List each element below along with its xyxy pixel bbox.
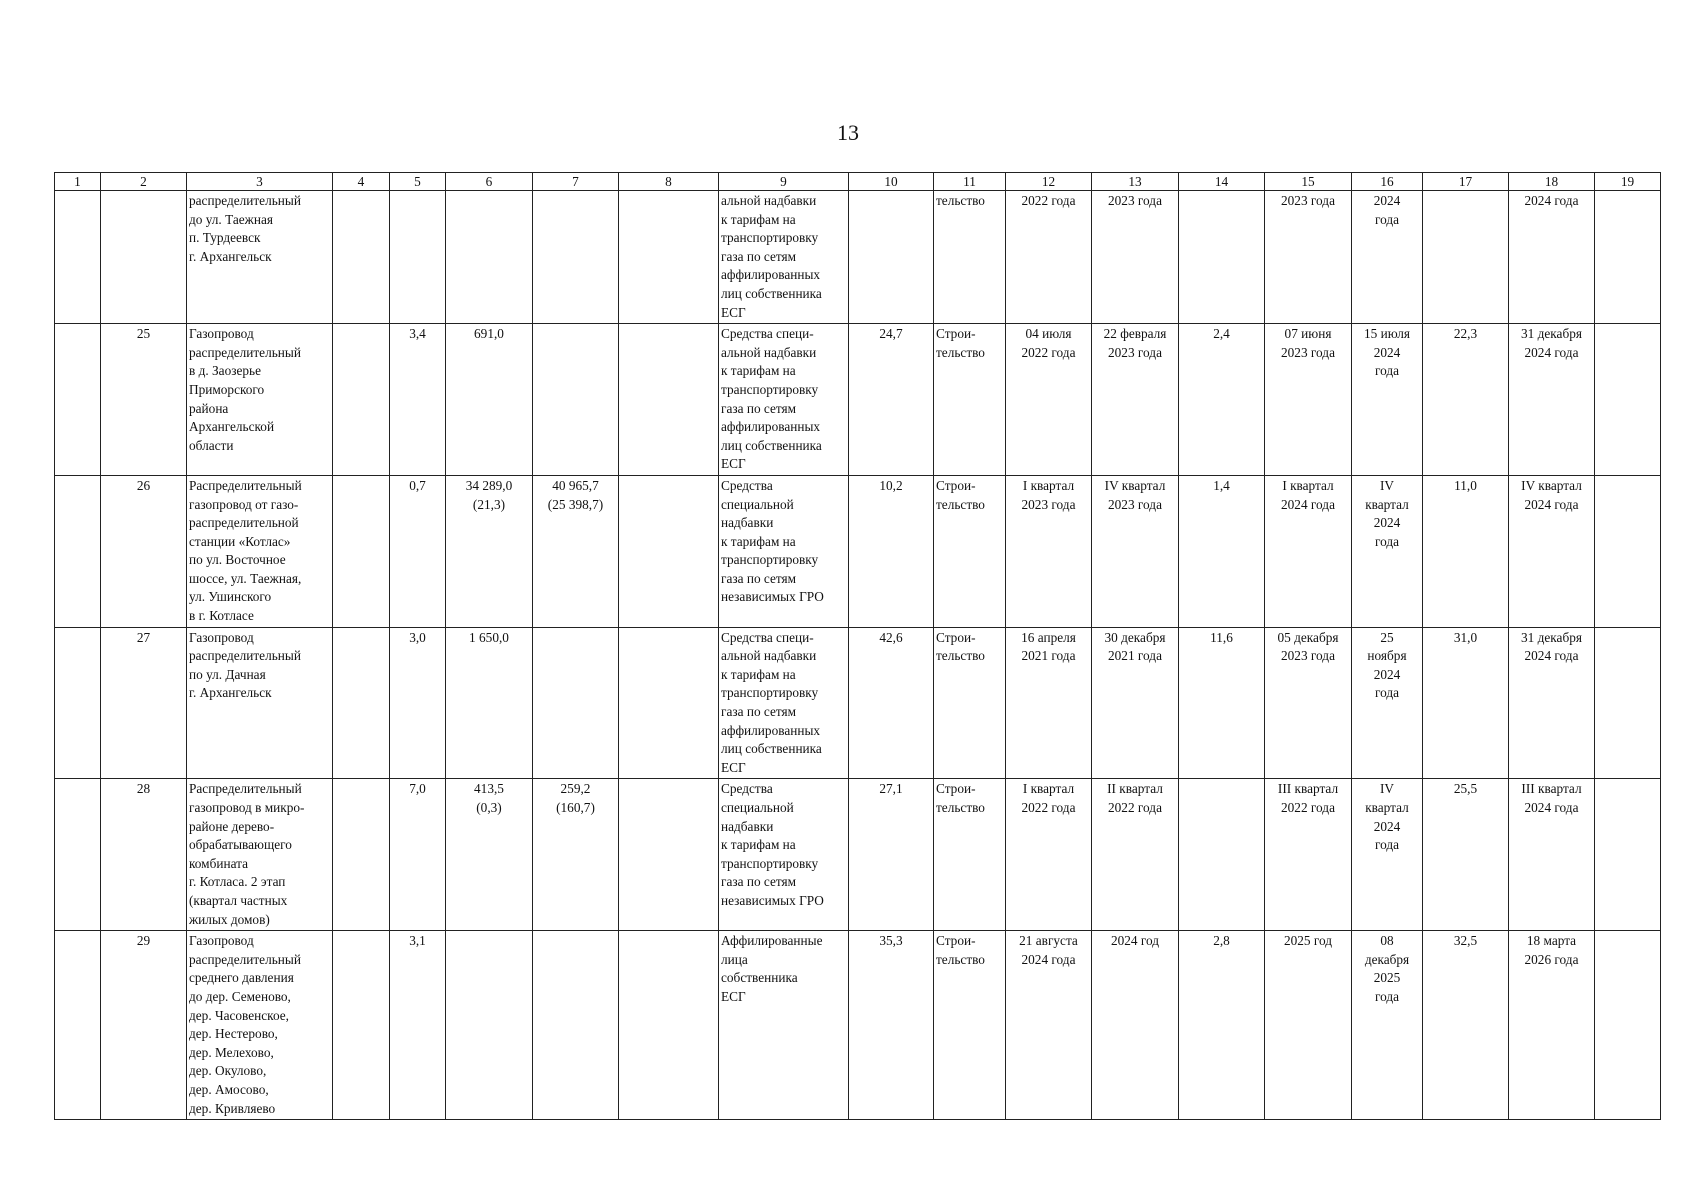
table-cell-col-8 bbox=[619, 191, 719, 324]
table-cell-col-15: 07 июня 2023 года bbox=[1265, 324, 1352, 476]
table-cell-col-7 bbox=[533, 627, 619, 779]
table-cell-col-12: I квартал 2023 года bbox=[1006, 475, 1092, 627]
table-cell-col-19 bbox=[1595, 324, 1661, 476]
table-cell-col-3: Распределительный газопровод в микро- районе дерево- обрабатывающего комбината г. Котласа. 2 этап (квартал частных жилых домов) bbox=[187, 779, 333, 931]
table-cell-col-4 bbox=[333, 627, 390, 779]
table-cell-col-8 bbox=[619, 324, 719, 476]
table-cell-col-12: I квартал 2022 года bbox=[1006, 779, 1092, 931]
column-header-4: 4 bbox=[333, 173, 390, 191]
table-cell-col-14 bbox=[1179, 779, 1265, 931]
table-cell-col-7: 259,2 (160,7) bbox=[533, 779, 619, 931]
table-cell-col-14: 11,6 bbox=[1179, 627, 1265, 779]
table-cell-col-16: 08 декабря 2025 года bbox=[1352, 931, 1423, 1120]
column-header-7: 7 bbox=[533, 173, 619, 191]
table-cell-col-13: 30 декабря 2021 года bbox=[1092, 627, 1179, 779]
table-cell-col-9: Средства специ- альной надбавки к тарифам на транспортировку газа по сетям аффилированных лиц собственника ЕСГ bbox=[719, 627, 849, 779]
table-cell-col-9: Средства специальной надбавки к тарифам на транспортировку газа по сетям независимых ГРО bbox=[719, 475, 849, 627]
column-header-2: 2 bbox=[101, 173, 187, 191]
table-cell-col-8 bbox=[619, 779, 719, 931]
column-header-18: 18 bbox=[1509, 173, 1595, 191]
table-cell-col-15: 05 декабря 2023 года bbox=[1265, 627, 1352, 779]
column-header-10: 10 bbox=[849, 173, 934, 191]
table-cell-col-17 bbox=[1423, 191, 1509, 324]
table-cell-col-14: 2,8 bbox=[1179, 931, 1265, 1120]
column-header-8: 8 bbox=[619, 173, 719, 191]
table-cell-col-19 bbox=[1595, 779, 1661, 931]
table-cell-col-13: 22 февраля 2023 года bbox=[1092, 324, 1179, 476]
table-cell-col-1 bbox=[55, 779, 101, 931]
table-cell-col-13: 2024 год bbox=[1092, 931, 1179, 1120]
table-cell-col-9: Средства специ- альной надбавки к тарифам на транспортировку газа по сетям аффилированных лиц собственника ЕСГ bbox=[719, 324, 849, 476]
table-cell-col-17: 25,5 bbox=[1423, 779, 1509, 931]
table-cell-col-4 bbox=[333, 324, 390, 476]
table-cell-col-1 bbox=[55, 627, 101, 779]
table-cell-col-16: IV квартал 2024 года bbox=[1352, 475, 1423, 627]
table-cell-col-15: 2023 года bbox=[1265, 191, 1352, 324]
table-cell-col-12: 21 августа 2024 года bbox=[1006, 931, 1092, 1120]
table-cell-col-9: Аффилированные лица собственника ЕСГ bbox=[719, 931, 849, 1120]
table-cell-col-3: Распределительный газопровод от газо- распределительной станции «Котлас» по ул. Восточное шоссе, ул. Таежная, ул. Ушинского в г. Котласе bbox=[187, 475, 333, 627]
table-cell-col-7 bbox=[533, 191, 619, 324]
table-cell-col-8 bbox=[619, 475, 719, 627]
table-cell-col-5: 0,7 bbox=[390, 475, 446, 627]
column-header-6: 6 bbox=[446, 173, 533, 191]
table-cell-col-2: 25 bbox=[101, 324, 187, 476]
data-table bbox=[54, 172, 1661, 1120]
table-cell-col-11: тельство bbox=[934, 191, 1006, 324]
table-cell-col-14: 2,4 bbox=[1179, 324, 1265, 476]
table-cell-col-10: 42,6 bbox=[849, 627, 934, 779]
table-cell-col-17: 32,5 bbox=[1423, 931, 1509, 1120]
table-cell-col-12: 2022 года bbox=[1006, 191, 1092, 324]
table-cell-col-2 bbox=[101, 191, 187, 324]
table-cell-col-10: 10,2 bbox=[849, 475, 934, 627]
table-row bbox=[55, 627, 1661, 779]
table-row bbox=[55, 324, 1661, 476]
table-cell-col-6 bbox=[446, 931, 533, 1120]
table-cell-col-18: 2024 года bbox=[1509, 191, 1595, 324]
table-cell-col-7 bbox=[533, 324, 619, 476]
table-cell-col-17: 11,0 bbox=[1423, 475, 1509, 627]
table-cell-col-19 bbox=[1595, 191, 1661, 324]
table-cell-col-12: 16 апреля 2021 года bbox=[1006, 627, 1092, 779]
table-cell-col-17: 22,3 bbox=[1423, 324, 1509, 476]
table-cell-col-8 bbox=[619, 627, 719, 779]
table-cell-col-18: 31 декабря 2024 года bbox=[1509, 627, 1595, 779]
table-cell-col-9: Средства специальной надбавки к тарифам на транспортировку газа по сетям независимых ГРО bbox=[719, 779, 849, 931]
table-row bbox=[55, 931, 1661, 1120]
table-cell-col-17: 31,0 bbox=[1423, 627, 1509, 779]
table-cell-col-5: 3,4 bbox=[390, 324, 446, 476]
table-cell-col-12: 04 июля 2022 года bbox=[1006, 324, 1092, 476]
table-cell-col-16: 2024 года bbox=[1352, 191, 1423, 324]
column-header-16: 16 bbox=[1352, 173, 1423, 191]
table-cell-col-11: Строи- тельство bbox=[934, 931, 1006, 1120]
table-cell-col-13: 2023 года bbox=[1092, 191, 1179, 324]
table-cell-col-3: Газопровод распределительный среднего давления до дер. Семеново, дер. Часовенское, дер. Нестерово, дер. Мелехово, дер. Окулово, дер. Амосово, дер. Кривляево bbox=[187, 931, 333, 1120]
table-cell-col-6: 1 650,0 bbox=[446, 627, 533, 779]
table-cell-col-6: 691,0 bbox=[446, 324, 533, 476]
table-cell-col-18: 18 марта 2026 года bbox=[1509, 931, 1595, 1120]
table-cell-col-15: 2025 год bbox=[1265, 931, 1352, 1120]
table-cell-col-2: 26 bbox=[101, 475, 187, 627]
column-header-14: 14 bbox=[1179, 173, 1265, 191]
column-header-17: 17 bbox=[1423, 173, 1509, 191]
table-row bbox=[55, 475, 1661, 627]
table-cell-col-11: Строи- тельство bbox=[934, 779, 1006, 931]
table-cell-col-5 bbox=[390, 191, 446, 324]
table-cell-col-4 bbox=[333, 475, 390, 627]
table-cell-col-15: III квартал 2022 года bbox=[1265, 779, 1352, 931]
table-cell-col-10: 24,7 bbox=[849, 324, 934, 476]
table-cell-col-6: 34 289,0 (21,3) bbox=[446, 475, 533, 627]
table-cell-col-18: 31 декабря 2024 года bbox=[1509, 324, 1595, 476]
table-cell-col-1 bbox=[55, 475, 101, 627]
table-cell-col-14 bbox=[1179, 191, 1265, 324]
table-cell-col-11: Строи- тельство bbox=[934, 324, 1006, 476]
table-cell-col-19 bbox=[1595, 931, 1661, 1120]
table-cell-col-10 bbox=[849, 191, 934, 324]
table-cell-col-19 bbox=[1595, 475, 1661, 627]
table-cell-col-14: 1,4 bbox=[1179, 475, 1265, 627]
column-header-9: 9 bbox=[719, 173, 849, 191]
column-header-3: 3 bbox=[187, 173, 333, 191]
table-cell-col-6: 413,5 (0,3) bbox=[446, 779, 533, 931]
table-cell-col-11: Строи- тельство bbox=[934, 475, 1006, 627]
table-cell-col-15: I квартал 2024 года bbox=[1265, 475, 1352, 627]
table-cell-col-18: III квартал 2024 года bbox=[1509, 779, 1595, 931]
table-cell-col-2: 28 bbox=[101, 779, 187, 931]
column-header-19: 19 bbox=[1595, 173, 1661, 191]
table-cell-col-5: 7,0 bbox=[390, 779, 446, 931]
table-cell-col-3: распределительный до ул. Таежная п. Турдеевск г. Архангельск bbox=[187, 191, 333, 324]
table-cell-col-9: альной надбавки к тарифам на транспортировку газа по сетям аффилированных лиц собственника ЕСГ bbox=[719, 191, 849, 324]
column-header-15: 15 bbox=[1265, 173, 1352, 191]
table-cell-col-7: 40 965,7 (25 398,7) bbox=[533, 475, 619, 627]
table-cell-col-7 bbox=[533, 931, 619, 1120]
table-cell-col-11: Строи- тельство bbox=[934, 627, 1006, 779]
table-cell-col-1 bbox=[55, 191, 101, 324]
table-cell-col-2: 27 bbox=[101, 627, 187, 779]
column-header-13: 13 bbox=[1092, 173, 1179, 191]
table-cell-col-19 bbox=[1595, 627, 1661, 779]
table-cell-col-13: II квартал 2022 года bbox=[1092, 779, 1179, 931]
table-cell-col-10: 27,1 bbox=[849, 779, 934, 931]
table-cell-col-4 bbox=[333, 931, 390, 1120]
table-cell-col-3: Газопровод распределительный по ул. Дачная г. Архангельск bbox=[187, 627, 333, 779]
column-number-row bbox=[55, 173, 1661, 191]
table-cell-col-4 bbox=[333, 191, 390, 324]
column-header-1: 1 bbox=[55, 173, 101, 191]
table-cell-col-13: IV квартал 2023 года bbox=[1092, 475, 1179, 627]
table-cell-col-5: 3,1 bbox=[390, 931, 446, 1120]
table-cell-col-8 bbox=[619, 931, 719, 1120]
table-row bbox=[55, 779, 1661, 931]
table-cell-col-3: Газопровод распределительный в д. Заозерье Приморского района Архангельской области bbox=[187, 324, 333, 476]
table-cell-col-2: 29 bbox=[101, 931, 187, 1120]
table-cell-col-5: 3,0 bbox=[390, 627, 446, 779]
table-cell-col-16: IV квартал 2024 года bbox=[1352, 779, 1423, 931]
table-cell-col-1 bbox=[55, 931, 101, 1120]
table-cell-col-16: 15 июля 2024 года bbox=[1352, 324, 1423, 476]
page-number: 13 bbox=[837, 120, 859, 145]
column-header-5: 5 bbox=[390, 173, 446, 191]
table-cell-col-16: 25 ноября 2024 года bbox=[1352, 627, 1423, 779]
table-cell-col-18: IV квартал 2024 года bbox=[1509, 475, 1595, 627]
table-cell-col-10: 35,3 bbox=[849, 931, 934, 1120]
table-cell-col-4 bbox=[333, 779, 390, 931]
column-header-11: 11 bbox=[934, 173, 1006, 191]
table-cell-col-1 bbox=[55, 324, 101, 476]
column-header-12: 12 bbox=[1006, 173, 1092, 191]
table-cell-col-6 bbox=[446, 191, 533, 324]
table-row bbox=[55, 191, 1661, 324]
